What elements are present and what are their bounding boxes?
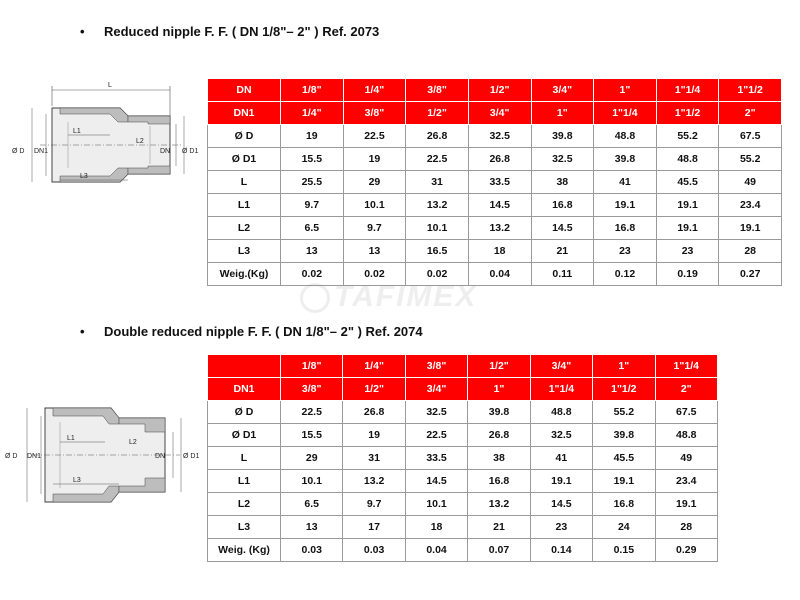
table-cell: 1"1/2: [719, 79, 782, 102]
table-cell: 0.15: [593, 539, 655, 562]
table-cell: 19.1: [655, 493, 717, 516]
table-cell: 13.2: [468, 493, 530, 516]
table-cell: 0.12: [594, 263, 657, 286]
table-cell: 9.7: [343, 493, 405, 516]
table-cell: 0.02: [281, 263, 344, 286]
row-header-cell: L2: [208, 217, 281, 240]
table-cell: 38: [531, 171, 594, 194]
row-header-cell: DN1: [208, 102, 281, 125]
table-cell: 0.14: [530, 539, 592, 562]
table-cell: 19: [343, 148, 406, 171]
table-cell: 10.1: [406, 217, 469, 240]
table-cell: 3/8": [281, 378, 343, 401]
table-cell: 1/2": [343, 378, 405, 401]
drawing-label-od: Ø D: [5, 453, 18, 460]
drawing-label-dn1: DN1: [27, 453, 42, 460]
table-cell: 48.8: [655, 424, 717, 447]
table-cell: 19.1: [594, 194, 657, 217]
table-cell: 48.8: [594, 125, 657, 148]
table-cell: 1"1/4: [656, 79, 719, 102]
table-cell: 48.8: [530, 401, 592, 424]
table-cell: 10.1: [405, 493, 467, 516]
table-cell: 16.8: [594, 217, 657, 240]
table-cell: 39.8: [468, 401, 530, 424]
table-row: [208, 424, 718, 447]
table-cell: 0.27: [719, 263, 782, 286]
table-cell: 19.1: [719, 217, 782, 240]
section-1-title: Reduced nipple F. F. ( DN 1/8"– 2" ) Ref. 2073: [104, 24, 380, 39]
section-2-drawing: [5, 390, 205, 520]
drawing-label-od1: Ø D1: [183, 453, 200, 460]
table-cell: 22.5: [343, 125, 406, 148]
table-cell: 13: [343, 240, 406, 263]
row-header-cell: DN: [208, 79, 281, 102]
watermark-logo-icon: [300, 283, 330, 313]
table-cell: 22.5: [405, 424, 467, 447]
table-row: [208, 470, 718, 493]
table-cell: 41: [594, 171, 657, 194]
table-cell: 67.5: [655, 401, 717, 424]
table-cell: 14.5: [468, 194, 531, 217]
row-header-cell: Weig.(Kg): [208, 263, 281, 286]
table-cell: 1/4": [281, 102, 344, 125]
table-cell: 3/8": [406, 79, 469, 102]
table-cell: 23: [656, 240, 719, 263]
table-row: [208, 148, 782, 171]
row-header-cell: L3: [208, 516, 281, 539]
watermark: [300, 280, 520, 320]
table-cell: 31: [343, 447, 405, 470]
table-row: [208, 378, 718, 401]
row-header-cell: L3: [208, 240, 281, 263]
drawing-label-l1: L1: [67, 435, 75, 442]
table-cell: 38: [468, 447, 530, 470]
table-cell: 6.5: [281, 217, 344, 240]
table-cell: 10.1: [281, 470, 343, 493]
row-header-cell: Ø D: [208, 401, 281, 424]
table-cell: 31: [406, 171, 469, 194]
table-cell: 33.5: [468, 171, 531, 194]
table-cell: 19.1: [530, 470, 592, 493]
table-row: [208, 447, 718, 470]
table-cell: 0.02: [406, 263, 469, 286]
table-cell: 19.1: [593, 470, 655, 493]
section-1-drawing: [10, 80, 205, 210]
table-row: [208, 171, 782, 194]
table-cell: 18: [468, 240, 531, 263]
row-header-cell: Ø D: [208, 125, 281, 148]
table-cell: 28: [655, 516, 717, 539]
table-cell: 26.8: [468, 148, 531, 171]
table-cell: 19: [281, 125, 344, 148]
row-header-cell: L1: [208, 194, 281, 217]
table-cell: 39.8: [593, 424, 655, 447]
table-cell: 49: [719, 171, 782, 194]
table-cell: 1/2": [468, 79, 531, 102]
table-cell: 3/8": [343, 102, 406, 125]
table-cell: 28: [719, 240, 782, 263]
table-row: [208, 194, 782, 217]
row-header-cell: L2: [208, 493, 281, 516]
drawing-label-od: Ø D: [12, 148, 25, 155]
table-cell: 32.5: [405, 401, 467, 424]
table-row: [208, 240, 782, 263]
table-cell: 32.5: [530, 424, 592, 447]
table-cell: 23: [594, 240, 657, 263]
table-cell: 1"1/2: [656, 102, 719, 125]
drawing-label-l1: L1: [73, 128, 81, 135]
table-cell: 3/8": [405, 355, 467, 378]
table-cell: 18: [405, 516, 467, 539]
drawing-label-l: L: [108, 82, 112, 89]
table-cell: 22.5: [406, 148, 469, 171]
table-cell: 13.2: [468, 217, 531, 240]
table-cell: 0.03: [281, 539, 343, 562]
table-cell: 14.5: [531, 217, 594, 240]
section-2-title: Double reduced nipple F. F. ( DN 1/8"– 2" ) Ref. 2074: [104, 324, 423, 339]
table-cell: 3/4": [531, 79, 594, 102]
table-cell: 45.5: [656, 171, 719, 194]
table-cell: 1": [531, 102, 594, 125]
table-cell: 1/2": [468, 355, 530, 378]
table-cell: 9.7: [281, 194, 344, 217]
table-row: [208, 539, 718, 562]
table-cell: 0.04: [405, 539, 467, 562]
table-cell: 1"1/4: [594, 102, 657, 125]
table-row: [208, 493, 718, 516]
table-cell: 1/4": [343, 79, 406, 102]
drawing-label-l3: L3: [73, 477, 81, 484]
table-cell: 23.4: [655, 470, 717, 493]
table-cell: 2": [719, 102, 782, 125]
table-cell: 0.29: [655, 539, 717, 562]
row-header-cell: L: [208, 171, 281, 194]
table-cell: 13: [281, 516, 343, 539]
table-cell: 45.5: [593, 447, 655, 470]
table-cell: 16.8: [531, 194, 594, 217]
section-1-heading: [80, 24, 379, 39]
table-cell: 1/8": [281, 355, 343, 378]
spec-table-2074: [207, 354, 718, 562]
drawing-label-l2: L2: [129, 439, 137, 446]
table-cell: 13.2: [343, 470, 405, 493]
table-cell: 26.8: [468, 424, 530, 447]
table-cell: 3/4": [405, 378, 467, 401]
row-header-cell: Weig. (Kg): [208, 539, 281, 562]
table-cell: 14.5: [530, 493, 592, 516]
table-cell: 33.5: [405, 447, 467, 470]
section-2-heading: [80, 324, 423, 339]
table-row: [208, 102, 782, 125]
table-cell: 48.8: [656, 148, 719, 171]
table-cell: 23.4: [719, 194, 782, 217]
table-cell: 3/4": [530, 355, 592, 378]
drawing-label-l2: L2: [136, 138, 144, 145]
table-cell: 32.5: [531, 148, 594, 171]
table-cell: 29: [343, 171, 406, 194]
table-cell: 1/8": [281, 79, 344, 102]
table-cell: 24: [593, 516, 655, 539]
table-cell: 1"1/4: [530, 378, 592, 401]
table-cell: 55.2: [719, 148, 782, 171]
table-row: [208, 125, 782, 148]
row-header-cell: Ø D1: [208, 424, 281, 447]
table-cell: 15.5: [281, 424, 343, 447]
table-cell: 0.11: [531, 263, 594, 286]
bullet: •: [80, 24, 85, 39]
drawing-label-dn: DN: [155, 453, 166, 460]
watermark-text: TAFIMEX: [334, 280, 478, 313]
table-cell: 1/4": [343, 355, 405, 378]
table-row: [208, 79, 782, 102]
table-cell: 9.7: [343, 217, 406, 240]
table-cell: 16.5: [406, 240, 469, 263]
table-cell: 41: [530, 447, 592, 470]
row-header-cell: L: [208, 447, 281, 470]
table-cell: 29: [281, 447, 343, 470]
table-cell: 1"1/2: [593, 378, 655, 401]
table-row: [208, 217, 782, 240]
table-cell: 1/2": [406, 102, 469, 125]
table-row: [208, 401, 718, 424]
table-cell: 6.5: [281, 493, 343, 516]
table-cell: 22.5: [281, 401, 343, 424]
drawing-label-dn1: DN1: [34, 148, 49, 155]
table-cell: 1": [593, 355, 655, 378]
table-cell: 21: [468, 516, 530, 539]
table-cell: 19.1: [656, 217, 719, 240]
row-header-cell: Ø D1: [208, 148, 281, 171]
row-header-cell: [208, 355, 281, 378]
table-cell: 49: [655, 447, 717, 470]
table-cell: 23: [530, 516, 592, 539]
table-cell: 1": [468, 378, 530, 401]
table-cell: 16.8: [468, 470, 530, 493]
table-cell: 15.5: [281, 148, 344, 171]
table-cell: 17: [343, 516, 405, 539]
table-cell: 1": [594, 79, 657, 102]
table-cell: 67.5: [719, 125, 782, 148]
drawing-label-l3: L3: [80, 173, 88, 180]
table-cell: 14.5: [405, 470, 467, 493]
table-cell: 13: [281, 240, 344, 263]
table-cell: 3/4": [468, 102, 531, 125]
table-cell: 0.03: [343, 539, 405, 562]
row-header-cell: DN1: [208, 378, 281, 401]
table-cell: 2": [655, 378, 717, 401]
spec-table-2073: [207, 78, 782, 286]
table-cell: 25.5: [281, 171, 344, 194]
bullet: •: [80, 324, 85, 339]
table-cell: 26.8: [406, 125, 469, 148]
table-cell: 32.5: [468, 125, 531, 148]
row-header-cell: L1: [208, 470, 281, 493]
table-cell: 0.19: [656, 263, 719, 286]
table-cell: 10.1: [343, 194, 406, 217]
table-cell: 21: [531, 240, 594, 263]
table-cell: 0.02: [343, 263, 406, 286]
table-cell: 19: [343, 424, 405, 447]
table-cell: 55.2: [593, 401, 655, 424]
table-cell: 19.1: [656, 194, 719, 217]
table-cell: 0.04: [468, 263, 531, 286]
drawing-label-dn: DN: [160, 148, 171, 155]
table-cell: 39.8: [531, 125, 594, 148]
drawing-label-od1: Ø D1: [182, 148, 199, 155]
table-row: [208, 355, 718, 378]
table-cell: 13.2: [406, 194, 469, 217]
table-cell: 26.8: [343, 401, 405, 424]
table-cell: 0.07: [468, 539, 530, 562]
table-cell: 16.8: [593, 493, 655, 516]
table-cell: 1"1/4: [655, 355, 717, 378]
table-cell: 39.8: [594, 148, 657, 171]
table-row: [208, 516, 718, 539]
table-cell: 55.2: [656, 125, 719, 148]
